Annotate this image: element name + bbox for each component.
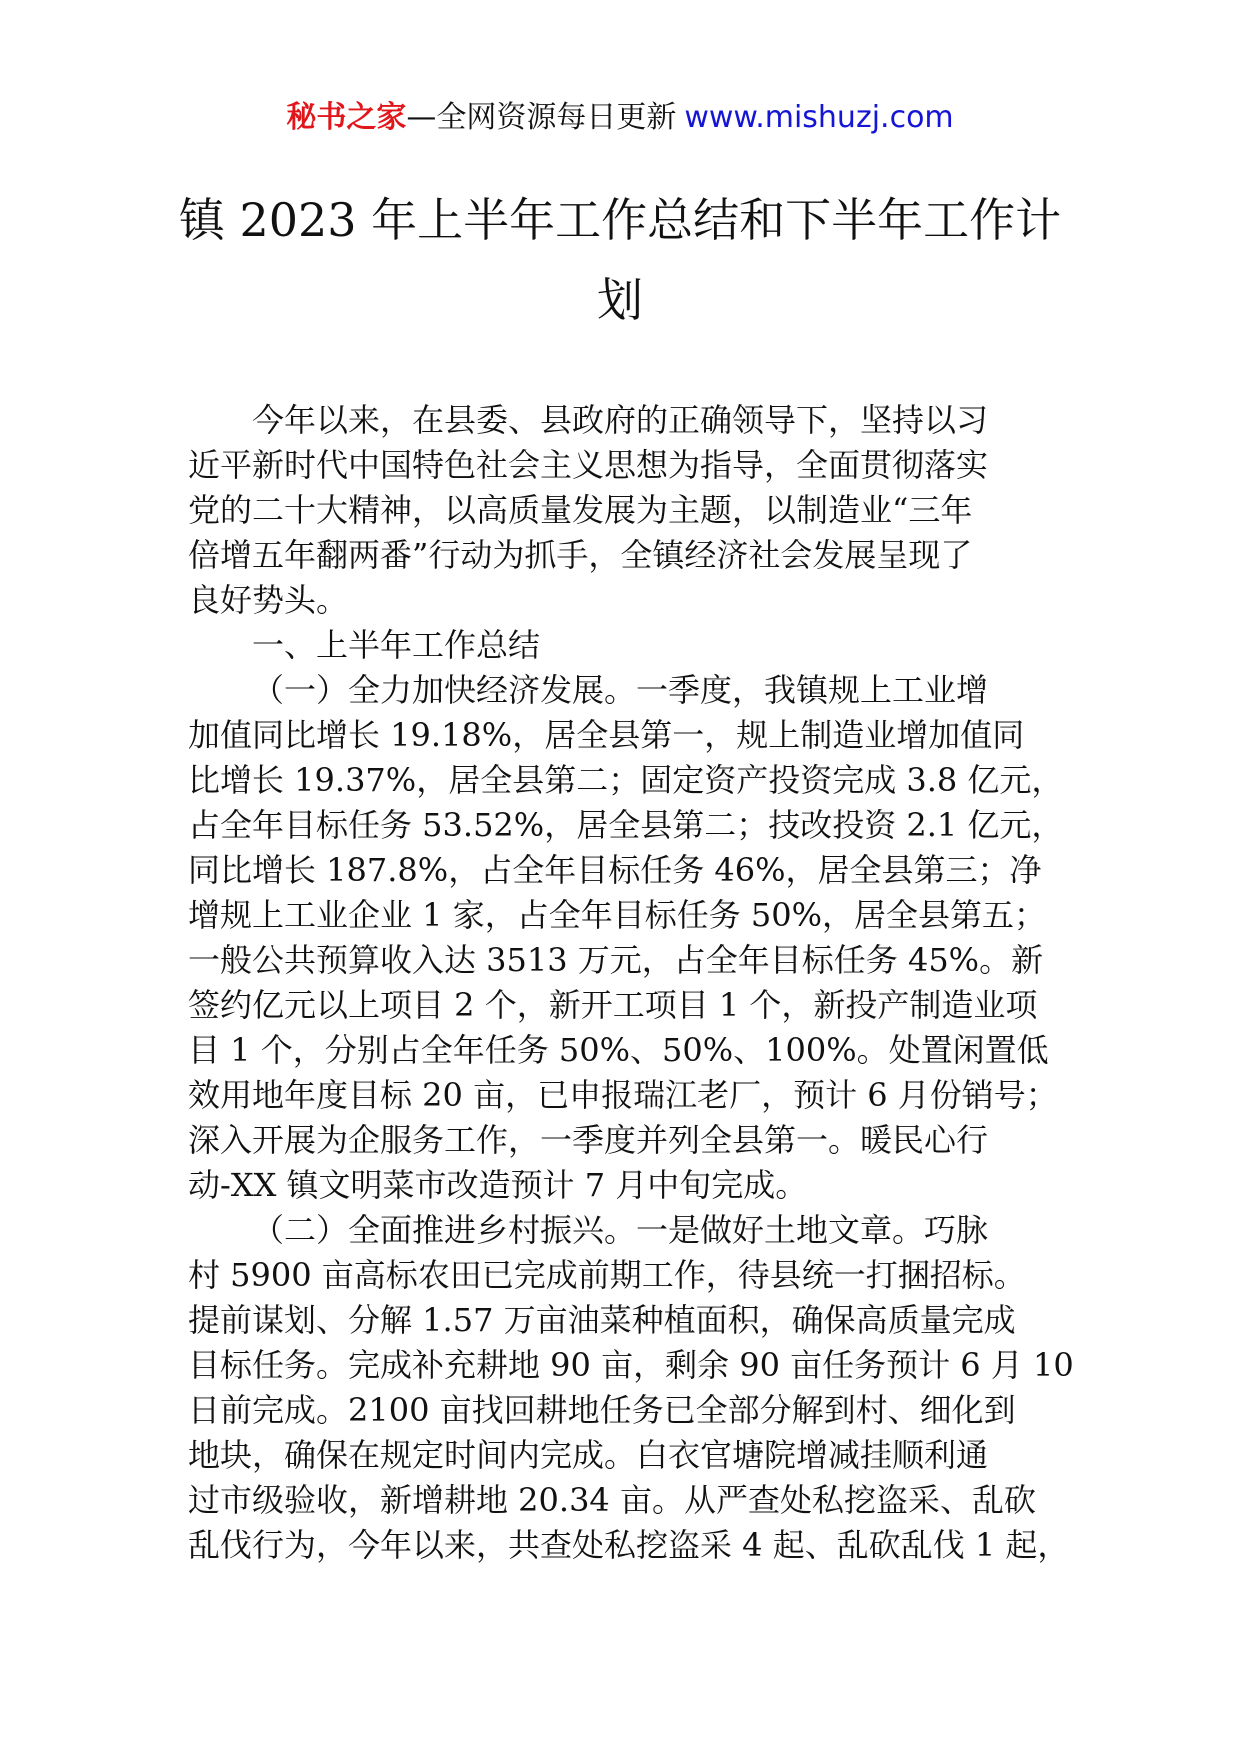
title-line: 划: [597, 273, 643, 327]
document-body: [188, 398, 1078, 1568]
text-line: 倍增五年翻两番”行动为抓手，全镇经济社会发展呈现了: [188, 536, 973, 574]
banner-tagline: —全网资源每日更新: [406, 100, 677, 135]
text-line: 一、上半年工作总结: [252, 626, 541, 664]
banner-brand: 秘书之家: [286, 100, 407, 135]
text-line: 深入开展为企服务工作，一季度并列全县第一。暖民心行: [188, 1121, 989, 1159]
document-title: [170, 180, 1070, 340]
text-line: 地块，确保在规定时间内完成。白衣官塘院增减挂顺利通: [188, 1436, 989, 1474]
text-line: 效用地年度目标 20 亩，已申报瑞江老厂，预计 6 月份销号；: [188, 1076, 1058, 1114]
text-line: 村 5900 亩高标农田已完成前期工作，待县统一打捆招标。: [188, 1256, 1026, 1294]
text-line: （一）全力加快经济发展。一季度，我镇规上工业增: [252, 671, 989, 709]
text-line: 近平新时代中国特色社会主义思想为指导，全面贯彻落实: [188, 446, 989, 484]
banner-url-link[interactable]: www.mishuzj.com: [684, 100, 954, 135]
economy-paragraph: [188, 668, 1078, 1208]
text-line: 同比增长 187.8%，占全年目标任务 46%，居全县第三；净: [188, 851, 1042, 889]
site-banner: [0, 98, 1240, 138]
text-line: 增规上工业企业 1 家，占全年目标任务 50%，居全县第五；: [188, 896, 1047, 934]
text-line: 占全年目标任务 53.52%，居全县第二；技改投资 2.1 亿元，: [188, 806, 1064, 844]
text-line: 签约亿元以上项目 2 个，新开工项目 1 个，新投产制造业项: [188, 986, 1038, 1024]
text-line: 加值同比增长 19.18%，居全县第一，规上制造业增加值同: [188, 716, 1025, 754]
text-line: 良好势头。: [188, 581, 349, 619]
text-line: （二）全面推进乡村振兴。一是做好土地文章。巧脉: [252, 1211, 989, 1249]
intro-paragraph: [188, 398, 1078, 623]
text-line: 党的二十大精神，以高质量发展为主题，以制造业“三年: [188, 491, 973, 529]
text-line: 今年以来，在县委、县政府的正确领导下，坚持以习: [252, 401, 989, 439]
text-line: 目标任务。完成补充耕地 90 亩，剩余 90 亩任务预计 6 月 10: [188, 1346, 1074, 1384]
text-line: 目 1 个，分别占全年任务 50%、50%、100%。处置闲置低: [188, 1031, 1049, 1069]
text-line: 动-XX 镇文明菜市改造预计 7 月中旬完成。: [188, 1166, 808, 1204]
text-line: 一般公共预算收入达 3513 万元，占全年目标任务 45%。新: [188, 941, 1044, 979]
section-heading: [188, 623, 1078, 668]
text-line: 提前谋划、分解 1.57 万亩油菜种植面积，确保高质量完成: [188, 1301, 1016, 1339]
title-line: 镇 2023 年上半年工作总结和下半年工作计: [178, 193, 1062, 247]
text-line: 乱伐行为，今年以来，共查处私挖盗采 4 起、乱砍乱伐 1 起，: [188, 1526, 1070, 1564]
text-line: 比增长 19.37%，居全县第二；固定资产投资完成 3.8 亿元，: [188, 761, 1064, 799]
rural-paragraph: [188, 1208, 1078, 1568]
text-line: 日前完成。2100 亩找回耕地任务已全部分解到村、细化到: [188, 1391, 1016, 1429]
text-line: 过市级验收，新增耕地 20.34 亩。从严查处私挖盗采、乱砍: [188, 1481, 1036, 1519]
